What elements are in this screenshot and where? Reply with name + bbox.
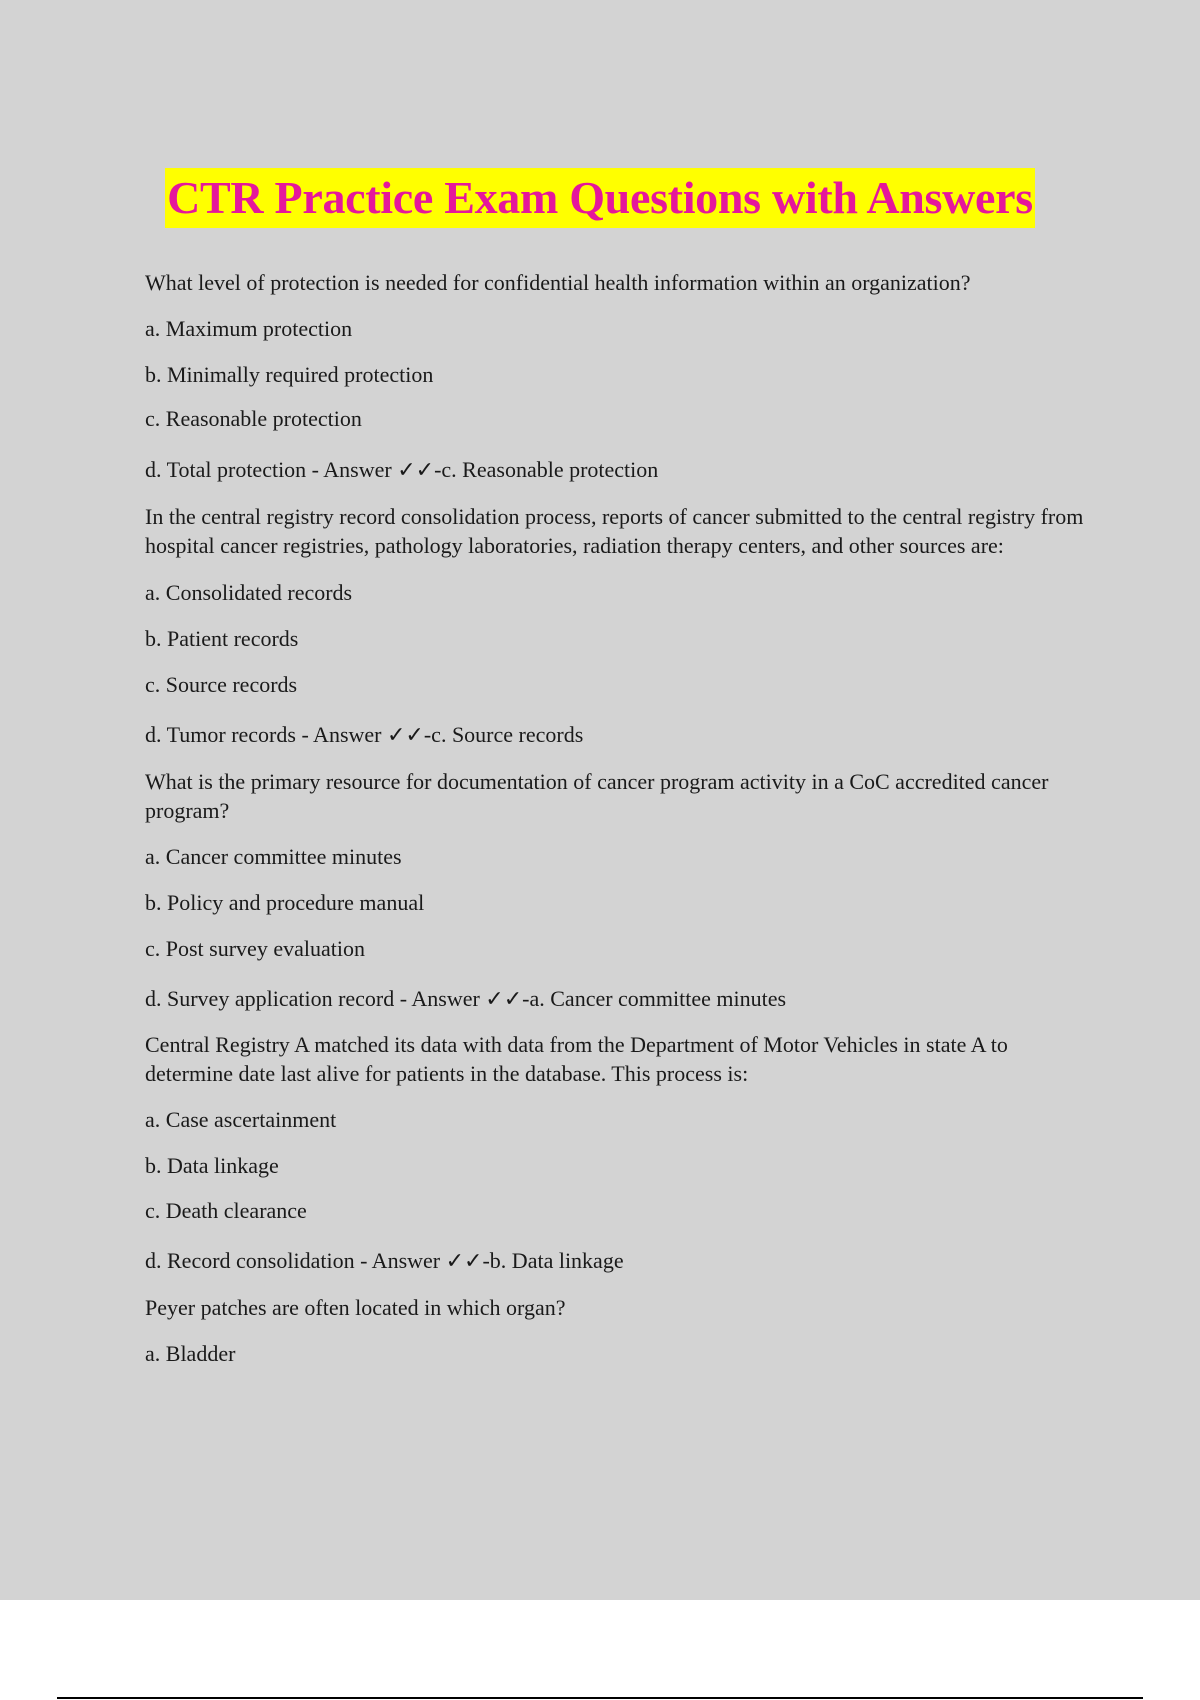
question-1-option-a: a. Maximum protection [145,316,353,341]
question-4-answer: d. Record consolidation - Answer ✓✓-b. Data linkage [145,1248,624,1273]
document-title: CTR Practice Exam Questions with Answers [165,168,1035,228]
question-1-option-b: b. Minimally required protection [145,362,434,387]
question-3-answer: d. Survey application record - Answer ✓✓-a. Cancer committee minutes [145,986,787,1011]
document-body [145,268,1085,1368]
question-3: What is the primary resource for documentation of cancer program activity in a CoC accredited cancer program? [145,769,1049,823]
question-4: Central Registry A matched its data with data from the Department of Motor Vehicles in state A to determine date last alive for patients in the database. This process is: [145,1032,1008,1086]
question-5-option-a: a. Bladder [145,1341,236,1366]
question-2-answer: d. Tumor records - Answer ✓✓-c. Source records [145,722,584,747]
question-3-option-c: c. Post survey evaluation [145,936,365,961]
question-4-option-b: b. Data linkage [145,1153,279,1178]
question-2: In the central registry record consolidation process, reports of cancer submitted to the central registry from hospital cancer registries, pathology laboratories, radiation therapy centers, and other sources are: [145,504,1084,558]
footer-divider [57,1697,1143,1699]
question-1-answer: d. Total protection - Answer ✓✓-c. Reasonable protection [145,457,659,482]
question-2-option-a: a. Consolidated records [145,580,353,605]
question-1-option-c: c. Reasonable protection [145,406,362,431]
question-2-option-b: b. Patient records [145,626,299,651]
question-4-option-a: a. Case ascertainment [145,1107,337,1132]
question-3-option-a: a. Cancer committee minutes [145,844,402,869]
question-3-option-b: b. Policy and procedure manual [145,890,425,915]
question-1: What level of protection is needed for confidential health information within an organization? [145,270,971,295]
question-2-option-c: c. Source records [145,672,298,697]
question-5: Peyer patches are often located in which organ? [145,1295,566,1320]
question-4-option-c: c. Death clearance [145,1198,307,1223]
title-container [0,168,1200,228]
